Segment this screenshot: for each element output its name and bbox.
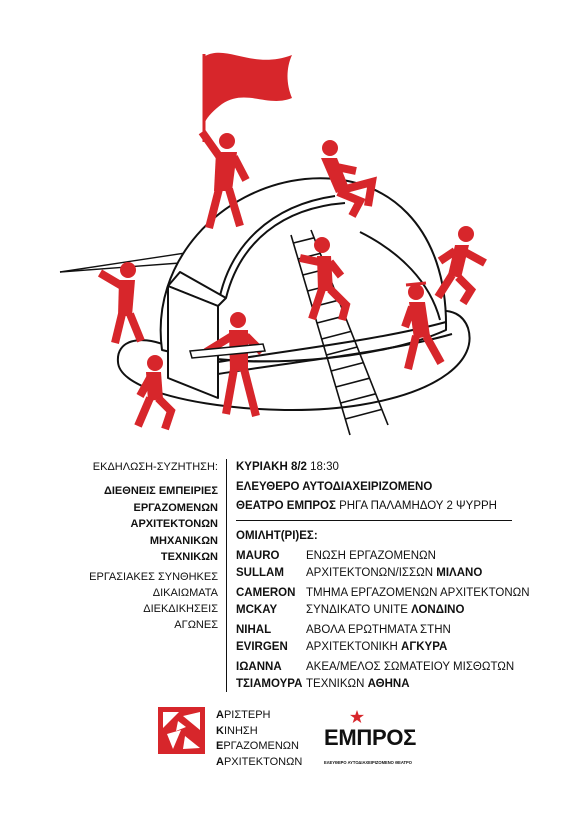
affiliation-line (306, 565, 482, 582)
figure-head (230, 312, 246, 328)
red-flag (205, 53, 292, 122)
vertical-divider (226, 459, 227, 692)
event-title-line: ΑΡΧΙΤΕΚΤΟΝΩΝ (130, 518, 218, 530)
speaker-city: ΑΘΗΝΑ (367, 678, 410, 690)
speaker-row (236, 585, 556, 619)
speaker-last-name: EVIRGEN (236, 641, 288, 653)
figure-head (219, 133, 235, 149)
event-type-label: ΕΚΔΗΛΩΣΗ-ΣΥΖΗΤΗΣΗ: (92, 461, 218, 473)
venue-logo (322, 708, 426, 772)
venue-address: ΡΗΓΑ ΠΑΛΑΜΗΔΟΥ 2 ΨΥΡΡΗ (339, 500, 497, 512)
event-topic: ΔΙΕΚΔΙΚΗΣΕΙΣ (143, 602, 218, 615)
speaker-affiliation (306, 659, 514, 693)
figure-arm (332, 166, 356, 171)
horizontal-divider (236, 520, 512, 521)
affiliation-line: ΑΒΟΛΑ ΕΡΩΤΗΜΑΤΑ ΣΤΗΝ (306, 624, 451, 636)
affiliation-line: ΑΚΕΑ/ΜΕΛΟΣ ΣΩΜΑΤΕΙΟΥ ΜΙΣΘΩΤΩΝ (306, 661, 515, 673)
affiliation-line (306, 639, 451, 656)
speaker-last-name: MCKAY (236, 604, 278, 616)
speaker-row (236, 622, 556, 656)
figure-head (322, 140, 338, 156)
figure-leg (138, 398, 150, 426)
speaker-first-name: NIHAL (236, 624, 272, 636)
event-title-line: ΤΕΧΝΙΚΩΝ (160, 551, 218, 563)
speaker-name (236, 622, 306, 656)
figure-torso (317, 256, 333, 291)
organizer-name (216, 708, 302, 770)
speaker-first-name: ΙΩΑΝΝΑ (236, 661, 282, 673)
affiliation-line (306, 602, 530, 619)
speakers-list (236, 548, 556, 693)
event-description (0, 459, 218, 633)
organizer-name-line: ΕΡΓΑΖΟΜΕΝΩΝ (216, 740, 299, 752)
event-topic: ΔΙΚΑΙΩΜΑΤΑ (152, 586, 218, 599)
affiliation-line: ΕΝΩΣΗ ΕΡΓΑΖΟΜΕΝΩΝ (306, 550, 436, 562)
speaker-name (236, 548, 306, 582)
figure-leg (115, 314, 122, 343)
affiliation-text: ΑΡΧΙΤΕΚΤΟΝΩΝ/ΙΣΣΩΝ (306, 567, 434, 579)
affiliation-line (306, 676, 514, 693)
event-title-line: ΕΡΓΑΖΟΜΕΝΩΝ (133, 501, 218, 514)
affiliation-text: ΣΥΝΔΙΚΑΤΟ UNITE (306, 604, 408, 616)
venue-address-line (236, 498, 556, 515)
figure-hat (406, 283, 426, 285)
speaker-row (236, 659, 556, 693)
star-shape (350, 710, 364, 723)
speaker-first-name: CAMERON (236, 587, 296, 599)
affiliation-text: ΑΡΧΙΤΕΚΤΟΝΙΚΗ (306, 641, 398, 653)
figure-arm (202, 132, 219, 156)
figure-head (120, 262, 136, 278)
star-icon (350, 710, 364, 724)
speaker-last-name: ΤΣΙΑΜΟΥΡΑ (236, 678, 303, 690)
venue-logo-name: ΕΜΠΡΟΣ (324, 725, 417, 750)
venue-logo-tagline: ΕΛΕΥΘΕΡΟ ΑΥΤΟΔΙΑΧΕΙΡΙΖΟΜΕΝΟ ΘΕΑΤΡΟ (324, 760, 412, 765)
speaker-city: ΑΓΚΥΡΑ (401, 641, 448, 653)
event-topics (0, 569, 218, 633)
speaker-affiliation (306, 548, 482, 582)
speaker-affiliation (306, 622, 451, 656)
speaker-row (236, 548, 556, 582)
hat-cut-front (168, 286, 218, 398)
ladder-rung (345, 409, 382, 419)
affiliation-text: ΤΕΧΝΙΚΩΝ (306, 678, 365, 690)
speaker-last-name: SULLAM (236, 567, 284, 579)
event-date: ΚΥΡΙΑΚΗ 8/2 (236, 461, 307, 473)
speaker-first-name: MAURO (236, 550, 280, 562)
event-time: 18:30 (310, 461, 339, 473)
event-topic: ΕΡΓΑΣΙΑΚΕΣ ΣΥΝΘΗΚΕΣ (89, 570, 218, 583)
date-time-line (236, 459, 556, 476)
event-topic: ΑΓΩΝΕΣ (174, 618, 218, 631)
figure-arm (300, 258, 319, 262)
figure-leg (130, 314, 141, 341)
figure-head (458, 226, 474, 242)
event-title-line: ΔΙΕΘΝΕΙΣ ΕΜΠΕΙΡΙΕΣ (103, 485, 218, 497)
event-title-line: ΜΗΧΑΝΙΚΩΝ (149, 534, 218, 547)
figure-arm (100, 273, 122, 286)
figure-head (147, 355, 163, 371)
event-title (0, 483, 218, 566)
venue-name: ΘΕΑΤΡΟ ΕΜΠΡΟΣ (236, 500, 336, 512)
speaker-city: ΜΙΛΑΝΟ (436, 567, 483, 579)
figure-jumping (438, 226, 485, 303)
figure-head (314, 237, 330, 253)
figure-arm (463, 251, 485, 263)
speaker-name (236, 585, 306, 619)
organizer-name-line: ΑΡΧΙΤΕΚΤΟΝΩΝ (216, 755, 303, 768)
figure-holding-rods (100, 262, 141, 343)
figure-head (408, 284, 424, 300)
organizer-logo (158, 707, 205, 754)
speaker-name (236, 659, 306, 693)
speaker-city: ΛΟΝΔΙΝΟ (411, 604, 465, 616)
event-details (236, 459, 556, 696)
organizer-name-line: ΚΙΝΗΣΗ (216, 724, 258, 737)
rod (60, 263, 180, 272)
speaker-affiliation (306, 585, 530, 619)
figure-leg (458, 277, 471, 303)
venue-line: ΕΛΕΥΘΕΡΟ ΑΥΤΟΔΙΑΧΕΙΡΙΖΟΜΕΝΟ (236, 481, 433, 493)
figure-arm (234, 157, 246, 180)
organizer-name-line: ΑΡΙΣΤΕΡΗ (216, 709, 271, 721)
speakers-heading: ΟΜΙΛΗΤ(ΡΙ)ΕΣ: (236, 530, 318, 542)
affiliation-line: ΤΜΗΜΑ ΕΡΓΑΖΟΜΕΝΩΝ ΑΡΧΙΤΕΚΤΟΝΩΝ (306, 587, 530, 599)
figure-leg (158, 398, 171, 429)
